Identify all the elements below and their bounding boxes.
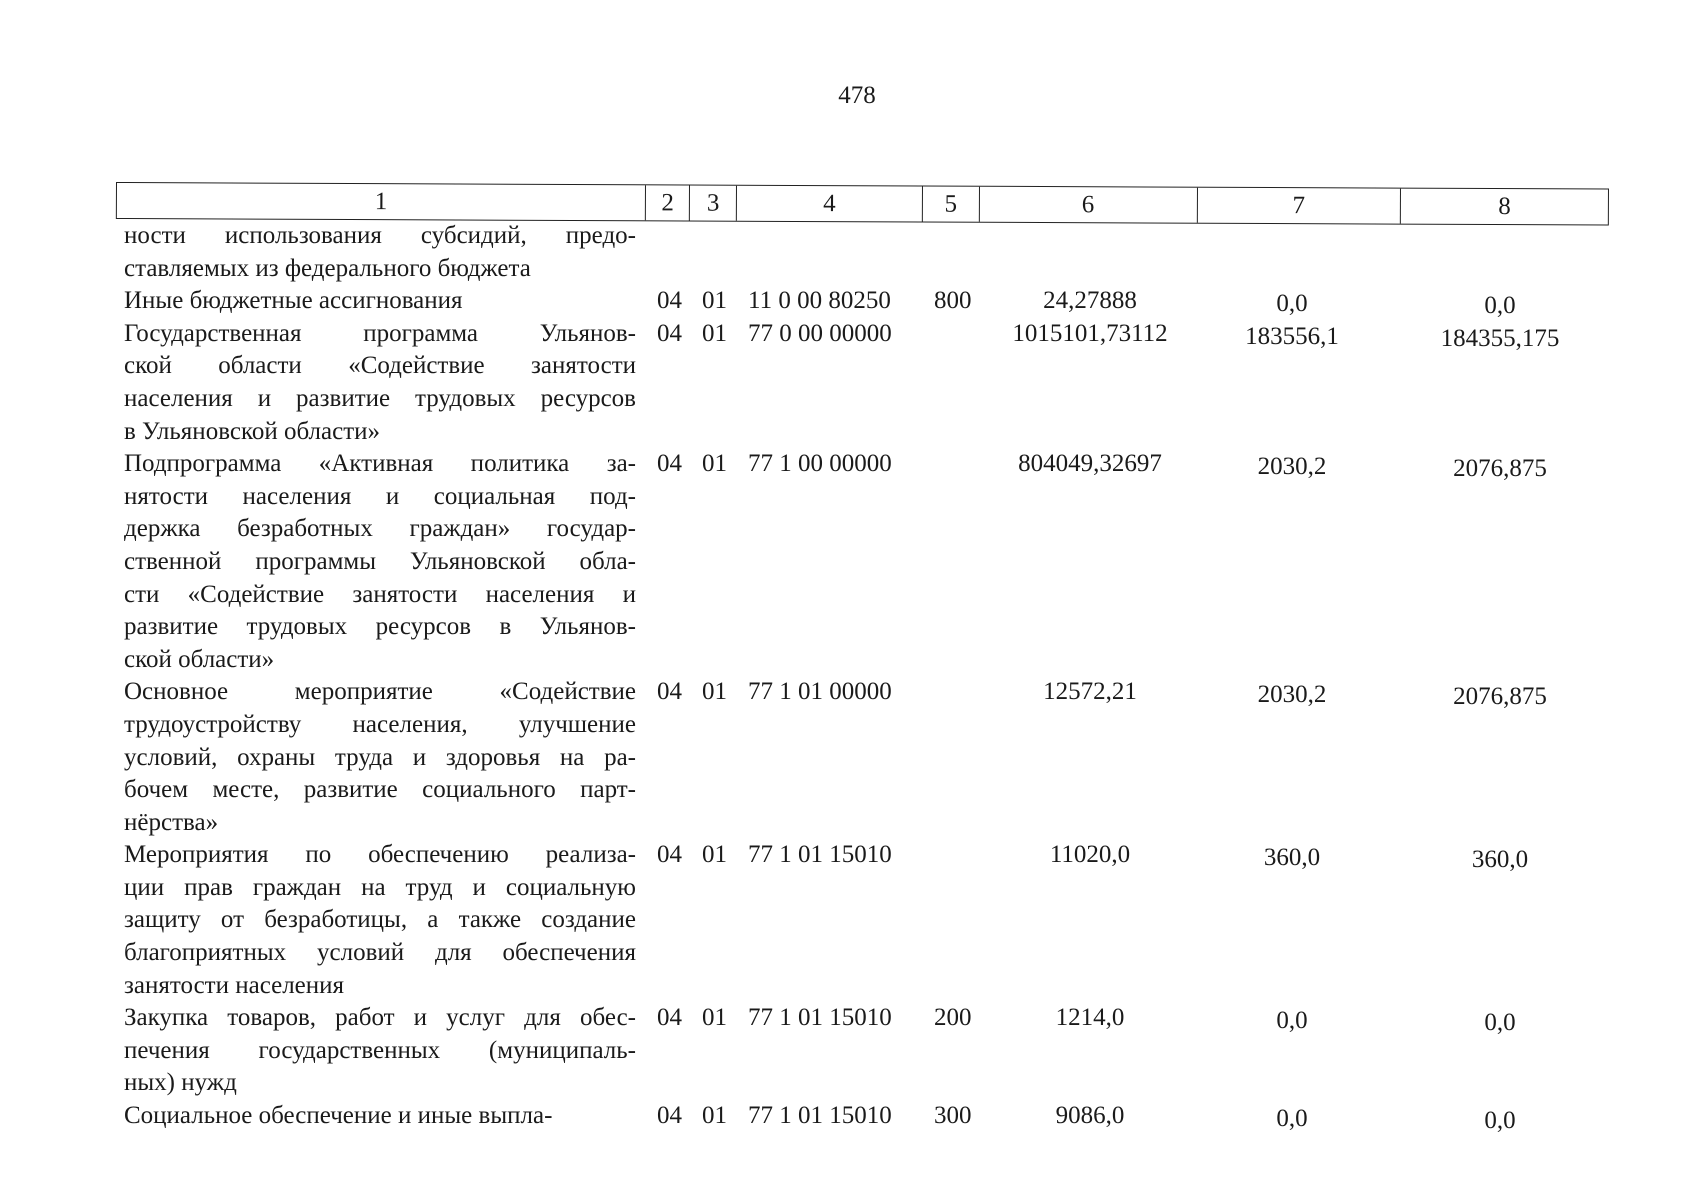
cell-col-4: 11 0 00 80250 (748, 287, 891, 315)
cell-col-3: 01 (702, 287, 727, 315)
description-line: ности использования субсидий, предо- (124, 222, 636, 249)
row-description (124, 1100, 636, 1133)
cell-col-3: 01 (702, 319, 727, 347)
table-row (0, 1100, 1698, 1133)
row-description (124, 676, 636, 839)
cell-col-7: 360,0 (1263, 844, 1321, 872)
row-description (124, 1002, 636, 1100)
cell-col-7: 0,0 (1276, 1007, 1308, 1035)
cell-col-2: 04 (657, 1004, 682, 1032)
cell-col-6: 804049,32697 (1018, 450, 1162, 478)
cell-col-3: 01 (702, 841, 727, 869)
row-description (124, 839, 636, 1002)
cell-col-6: 1214,0 (1055, 1004, 1125, 1032)
description-line: занятости населения (124, 971, 345, 999)
description-line: защиту от безработицы, а также создание (124, 906, 636, 934)
table-header (116, 182, 1609, 226)
cell-col-4: 77 0 00 00000 (748, 319, 892, 347)
cell-col-6: 12572,21 (1043, 678, 1137, 706)
cell-col-8: 2076,875 (1453, 455, 1547, 483)
table-row (0, 220, 1698, 285)
cell-col-5: 200 (934, 1004, 972, 1032)
table-row (0, 448, 1698, 676)
row-description (124, 220, 636, 285)
header-cell-7: 7 (1197, 188, 1401, 224)
cell-col-6: 24,27888 (1043, 287, 1137, 315)
cell-col-5: 300 (934, 1102, 972, 1130)
cell-col-3: 01 (702, 1004, 727, 1032)
table-body (0, 220, 1698, 1133)
description-line: держка безработных граждан» государ- (124, 515, 636, 543)
description-line: трудоустройству населения, улучшение (124, 710, 636, 738)
description-line: ставляемых из федерального бюджета (124, 254, 531, 282)
cell-col-8: 184355,175 (1440, 324, 1560, 352)
cell-col-3: 01 (702, 678, 727, 706)
cell-col-3: 01 (702, 1102, 727, 1130)
row-description (124, 285, 636, 318)
cell-col-8: 2076,875 (1453, 683, 1547, 711)
cell-col-7: 2030,2 (1257, 681, 1327, 709)
description-line: Закупка товаров, работ и услуг для обес- (124, 1004, 636, 1032)
cell-col-2: 04 (657, 841, 682, 869)
description-line: населения и развитие трудовых ресурсов (124, 384, 636, 412)
description-line: ской области «Содействие занятости (124, 352, 636, 380)
description-line: развитие трудовых ресурсов в Ульянов- (124, 613, 636, 641)
description-line: Иные бюджетные ассигнования (124, 287, 463, 315)
header-cell-8: 8 (1498, 193, 1511, 221)
table-row (0, 839, 1698, 1002)
header-cell-2: 2 (646, 185, 690, 220)
table-row (0, 676, 1698, 839)
cell-col-6: 11020,0 (1049, 841, 1131, 869)
cell-col-2: 04 (657, 287, 682, 315)
header-cell-6: 6 (980, 187, 1198, 223)
description-line: ской области» (124, 645, 275, 673)
table-row (0, 318, 1698, 448)
description-line: нятости населения и социальная под- (124, 482, 636, 510)
cell-col-7: 183556,1 (1245, 322, 1339, 350)
description-line: Основное мероприятие «Содействие (124, 678, 636, 706)
cell-col-4: 77 1 01 15010 (748, 841, 892, 869)
cell-col-5: 800 (934, 287, 972, 315)
cell-col-2: 04 (657, 319, 682, 347)
table-row (0, 285, 1698, 318)
cell-col-8: 0,0 (1484, 1009, 1516, 1037)
description-line: ственной программы Ульяновской обла- (124, 547, 636, 575)
header-cell-5: 5 (923, 187, 980, 222)
page-number: 478 (838, 82, 876, 109)
header-cell-4: 4 (737, 186, 923, 222)
cell-col-7: 0,0 (1276, 1105, 1308, 1133)
description-line: Подпрограмма «Активная политика за- (124, 450, 636, 478)
cell-col-2: 04 (657, 1102, 682, 1130)
cell-col-7: 2030,2 (1257, 453, 1327, 481)
header-cell-1: 1 (117, 183, 646, 220)
cell-col-8: 0,0 (1484, 1107, 1516, 1135)
table-row (0, 1002, 1698, 1100)
cell-col-4: 77 1 01 00000 (748, 678, 892, 706)
cell-col-7: 0,0 (1276, 290, 1308, 318)
cell-col-8: 0,0 (1484, 292, 1516, 320)
cell-col-4: 77 1 00 00000 (748, 450, 892, 478)
header-cell-3: 3 (690, 186, 737, 221)
cell-col-3: 01 (702, 450, 727, 478)
cell-col-6: 9086,0 (1055, 1102, 1125, 1130)
description-line: условий, охраны труда и здоровья на ра- (124, 743, 636, 771)
description-line: ных) нужд (124, 1069, 237, 1097)
row-description (124, 318, 636, 448)
cell-col-2: 04 (657, 450, 682, 478)
description-line: нёрства» (124, 808, 219, 836)
cell-col-4: 77 1 01 15010 (748, 1102, 892, 1130)
description-line: Социальное обеспечение и иные выпла- (124, 1102, 553, 1130)
description-line: в Ульяновской области» (124, 417, 381, 445)
row-description (124, 448, 636, 676)
description-line: печения государственных (муниципаль- (124, 1036, 636, 1064)
description-line: благоприятных условий для обеспечения (124, 939, 636, 967)
description-line: бочем месте, развитие социального парт- (124, 776, 636, 804)
description-line: Государственная программа Ульянов- (124, 319, 636, 347)
cell-col-2: 04 (657, 678, 682, 706)
cell-col-8: 360,0 (1471, 846, 1529, 874)
description-line: сти «Содействие занятости населения и (124, 580, 636, 608)
description-line: Мероприятия по обеспечению реализа- (124, 841, 636, 869)
description-line: ции прав граждан на труд и социальную (124, 873, 636, 901)
cell-col-4: 77 1 01 15010 (748, 1004, 892, 1032)
cell-col-6: 1015101,73112 (1012, 319, 1168, 347)
